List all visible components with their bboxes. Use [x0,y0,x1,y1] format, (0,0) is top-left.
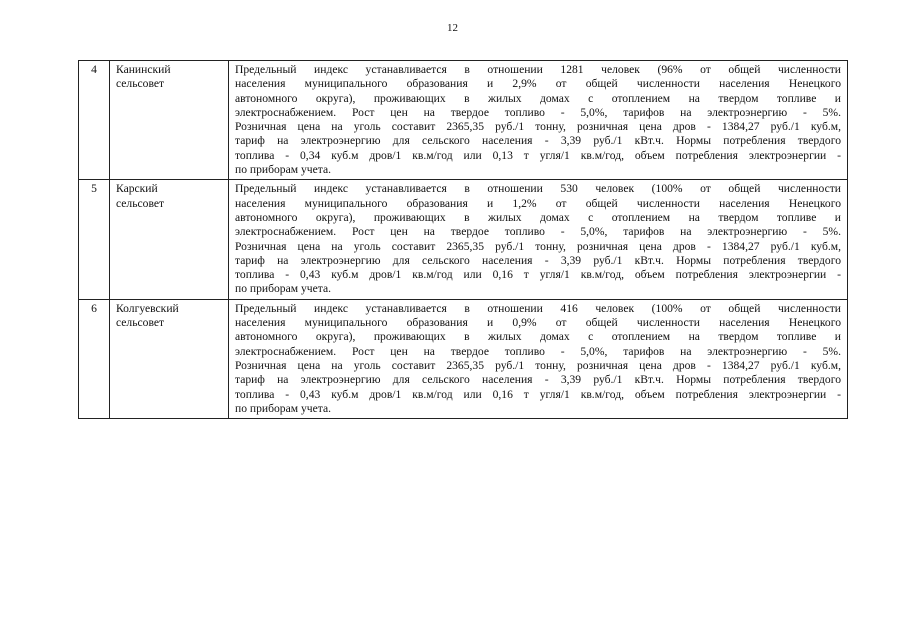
settlement-name [110,180,229,299]
row-number: 4 [79,61,110,180]
description-line: Предельный индекс устанавливается в отношении 1281 человек (96% от общей численности [235,63,841,76]
description-line: тариф на электроэнергию для сельского населения - 3,39 руб./1 кВт.ч. Нормы потребления твердого [235,134,841,148]
description-line: населения муниципального образования и 0,9% от общей численности населения Ненецкого [235,316,841,330]
settlement-description [229,299,848,418]
row-number: 5 [79,180,110,299]
description-line: по приборам учета. [235,282,332,296]
description-line: топлива - 0,34 куб.м дров/1 кв.м/год или 0,13 т угля/1 кв.м/год, объем потребления электроэнергии - [235,148,841,162]
row-number: 6 [79,299,110,418]
description-line: Предельный индекс устанавливается в отношении 530 человек (100% от общей численности [235,182,841,196]
settlement-description [229,180,848,299]
description-line: электроснабжением. Рост цен на твердое топливо - 5,0%, тарифов на электроэнергию - 5%. [235,225,841,239]
description-line: электроснабжением. Рост цен на твердое топливо - 5,0%, тарифов на электроэнергию - 5%. [235,344,841,358]
description-line: топлива - 0,43 куб.м дров/1 кв.м/год или 0,16 т угля/1 кв.м/год, объем потребления электроэнергии - [235,387,841,401]
settlement-name-line: Колгуевский [116,301,179,315]
table-row [79,61,848,180]
page-number: 12 [447,22,458,34]
settlement-description [229,61,848,180]
settlements-table [78,60,848,419]
description-line: тариф на электроэнергию для сельского населения - 3,39 руб./1 кВт.ч. Нормы потребления твердого [235,253,841,267]
settlement-name [110,299,229,418]
settlement-name-line: Канинский [116,63,171,76]
settlement-name [110,61,229,180]
settlement-name-line: сельсовет [116,77,165,91]
description-line: автономного округа), проживающих в жилых домах с отоплением на твердом топливе и [235,330,841,344]
settlement-name-line: сельсовет [116,196,165,210]
description-line: автономного округа), проживающих в жилых домах с отоплением на твердом топливе и [235,210,841,224]
description-line: топлива - 0,43 куб.м дров/1 кв.м/год или 0,16 т угля/1 кв.м/год, объем потребления электроэнергии - [235,268,841,282]
description-line: Розничная цена на уголь составит 2365,35 руб./1 тонну, розничная цена дров - 1384,27 руб./1 куб.м, [235,239,841,253]
settlement-name-line: сельсовет [116,316,165,330]
description-line: Розничная цена на уголь составит 2365,35 руб./1 тонну, розничная цена дров - 1384,27 руб./1 куб.м, [235,358,841,372]
settlement-name-line: Карский [116,182,158,196]
table-row [79,180,848,299]
description-line: населения муниципального образования и 2,9% от общей численности населения Ненецкого [235,77,841,91]
description-line: электроснабжением. Рост цен на твердое топливо - 5,0%, тарифов на электроэнергию - 5%. [235,105,841,119]
description-line: тариф на электроэнергию для сельского населения - 3,39 руб./1 кВт.ч. Нормы потребления твердого [235,373,841,387]
description-line: Предельный индекс устанавливается в отношении 416 человек (100% от общей численности [235,301,841,315]
description-line: Розничная цена на уголь составит 2365,35 руб./1 тонну, розничная цена дров - 1384,27 руб./1 куб.м, [235,120,841,134]
table-row [79,299,848,418]
description-line: автономного округа), проживающих в жилых домах с отоплением на твердом топливе и [235,91,841,105]
description-line: по приборам учета. [235,163,332,177]
description-line: населения муниципального образования и 1,2% от общей численности населения Ненецкого [235,196,841,210]
description-line: по приборам учета. [235,401,332,415]
